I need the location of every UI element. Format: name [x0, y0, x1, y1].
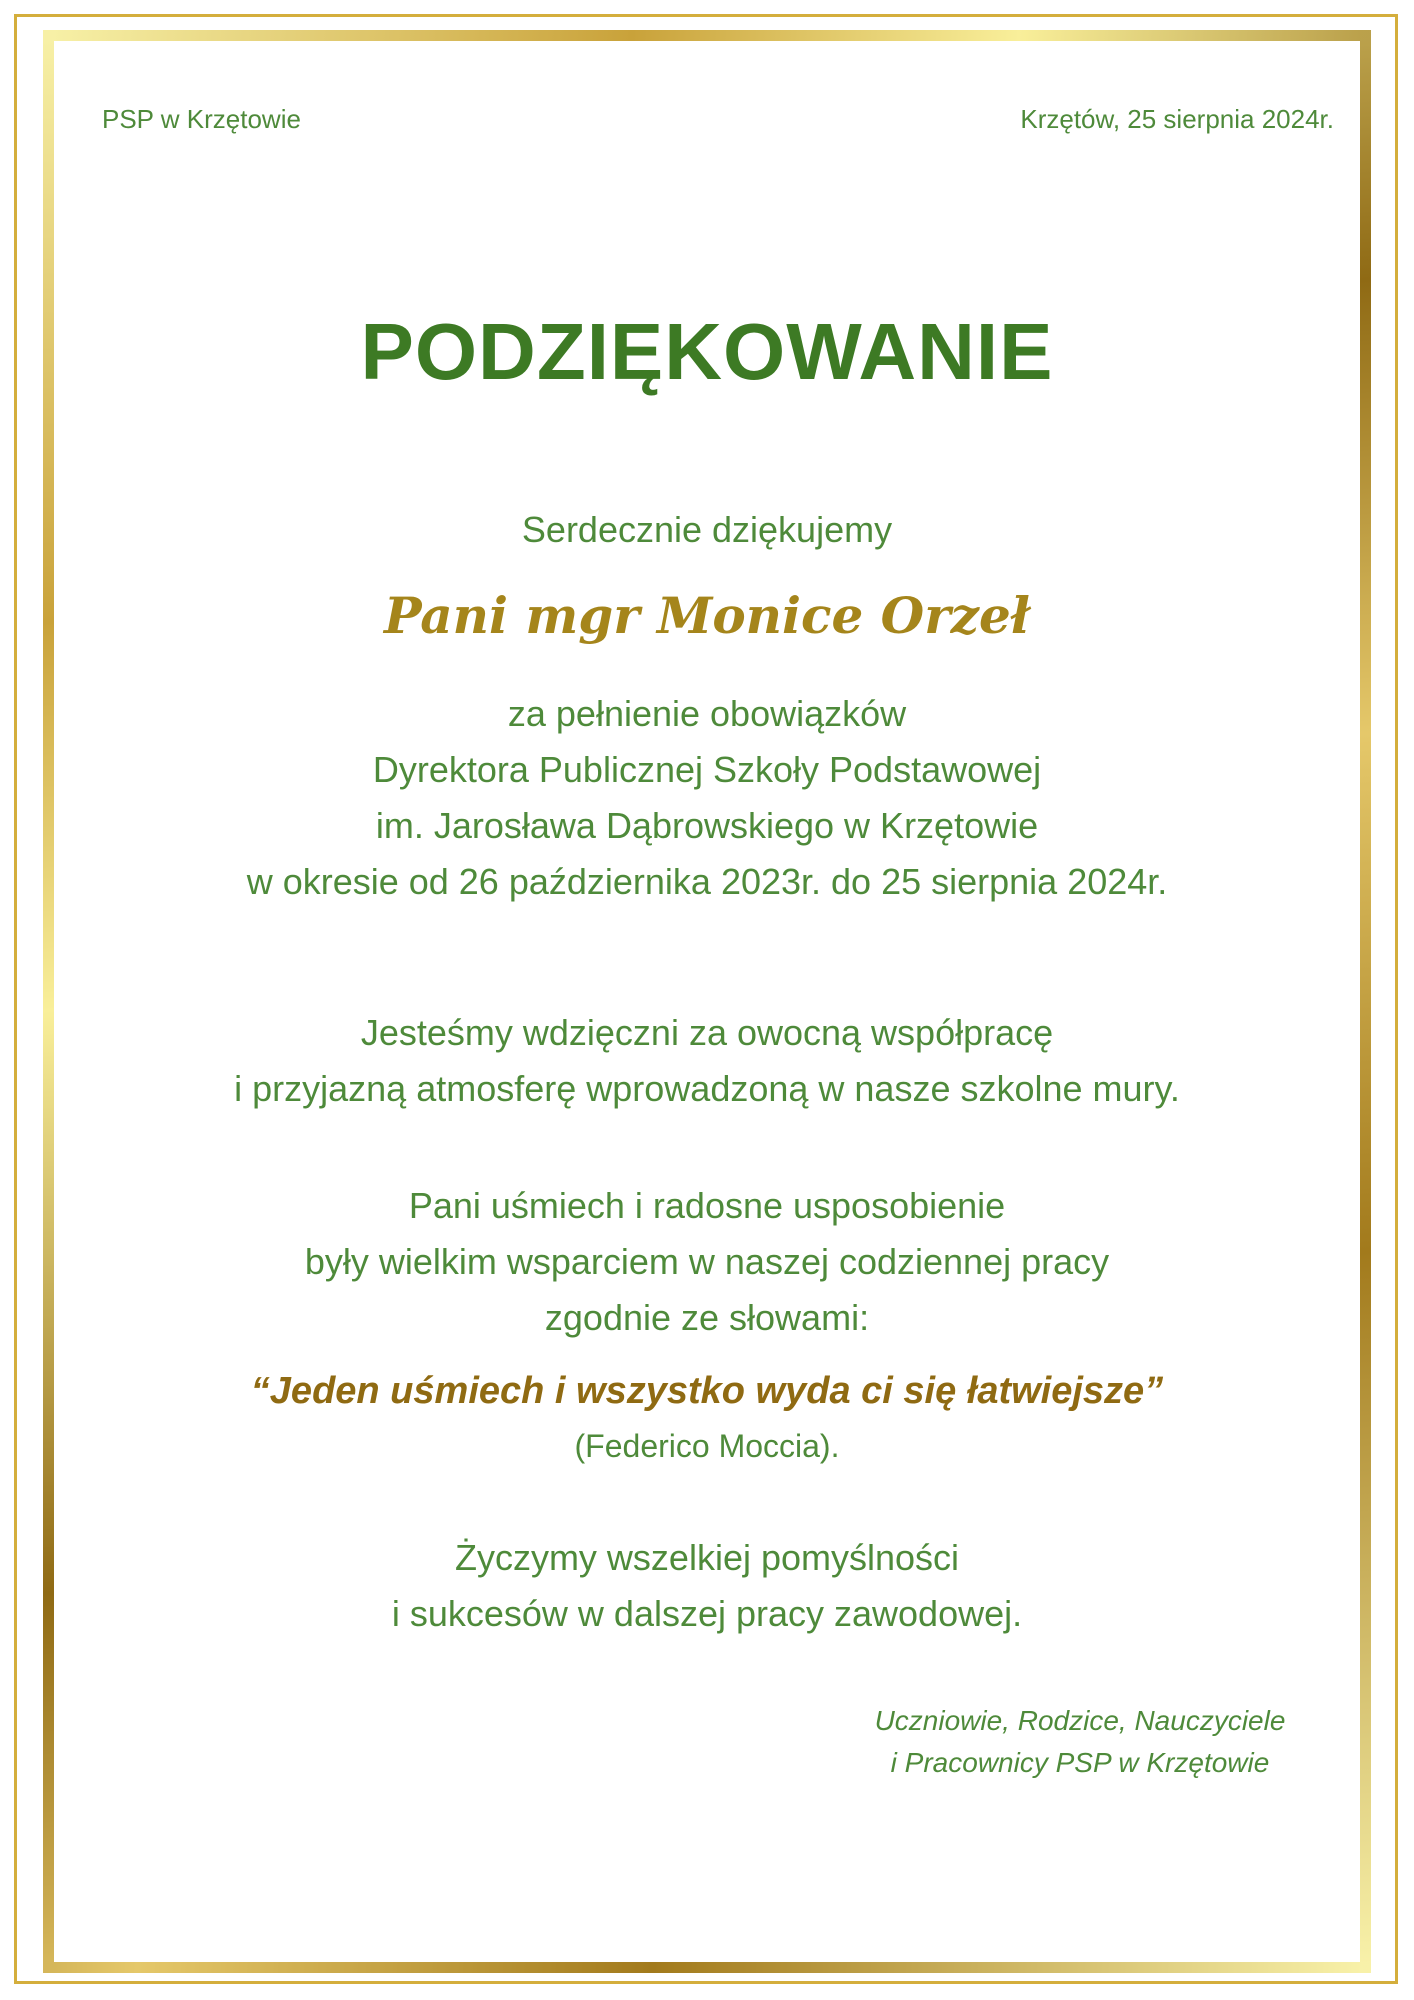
duties-line: Dyrektora Publicznej Szkoły Podstawowej — [372, 749, 1042, 790]
wishes-paragraph — [0, 1530, 1414, 1642]
gratitude-paragraph — [0, 1005, 1414, 1117]
support-line: były wielkim wsparciem w naszej codziennej pracy — [304, 1241, 1110, 1282]
duties-paragraph — [0, 686, 1414, 910]
gratitude-line: i przyjazną atmosferę wprowadzoną w nasze szkolne mury. — [234, 1068, 1180, 1109]
signature-line: i Pracownicy PSP w Krzętowie — [890, 1747, 1270, 1778]
wishes-line: Życzymy wszelkiej pomyślności — [454, 1537, 960, 1578]
document-title: PODZIĘKOWANIE — [360, 307, 1054, 396]
signature-line: Uczniowie, Rodzice, Nauczyciele — [874, 1705, 1286, 1736]
quote: “Jeden uśmiech i wszystko wyda ci się łatwiejsze” — [250, 1370, 1164, 1412]
support-line: Pani uśmiech i radosne usposobienie — [408, 1185, 1006, 1226]
duties-line: im. Jarosława Dąbrowskiego w Krzętowie — [375, 805, 1039, 846]
gratitude-line: Jesteśmy wdzięczni za owocną współpracę — [360, 1012, 1054, 1053]
support-paragraph — [0, 1178, 1414, 1346]
support-line: zgodnie ze słowami: — [544, 1297, 870, 1338]
recipient-name: Pani mgr Monice Orzeł — [383, 586, 1031, 645]
place-date: Krzętów, 25 sierpnia 2024r. — [1020, 104, 1334, 134]
signature — [800, 1700, 1360, 1784]
duties-line: w okresie od 26 października 2023r. do 25 sierpnia 2024r. — [246, 861, 1168, 902]
duties-line: za pełnienie obowiązków — [507, 693, 907, 734]
school-name: PSP w Krzętowie — [102, 104, 301, 134]
greeting: Serdecznie dziękujemy — [521, 509, 893, 550]
quote-author: (Federico Moccia). — [574, 1428, 840, 1464]
wishes-line: i sukcesów w dalszej pracy zawodowej. — [391, 1593, 1023, 1634]
